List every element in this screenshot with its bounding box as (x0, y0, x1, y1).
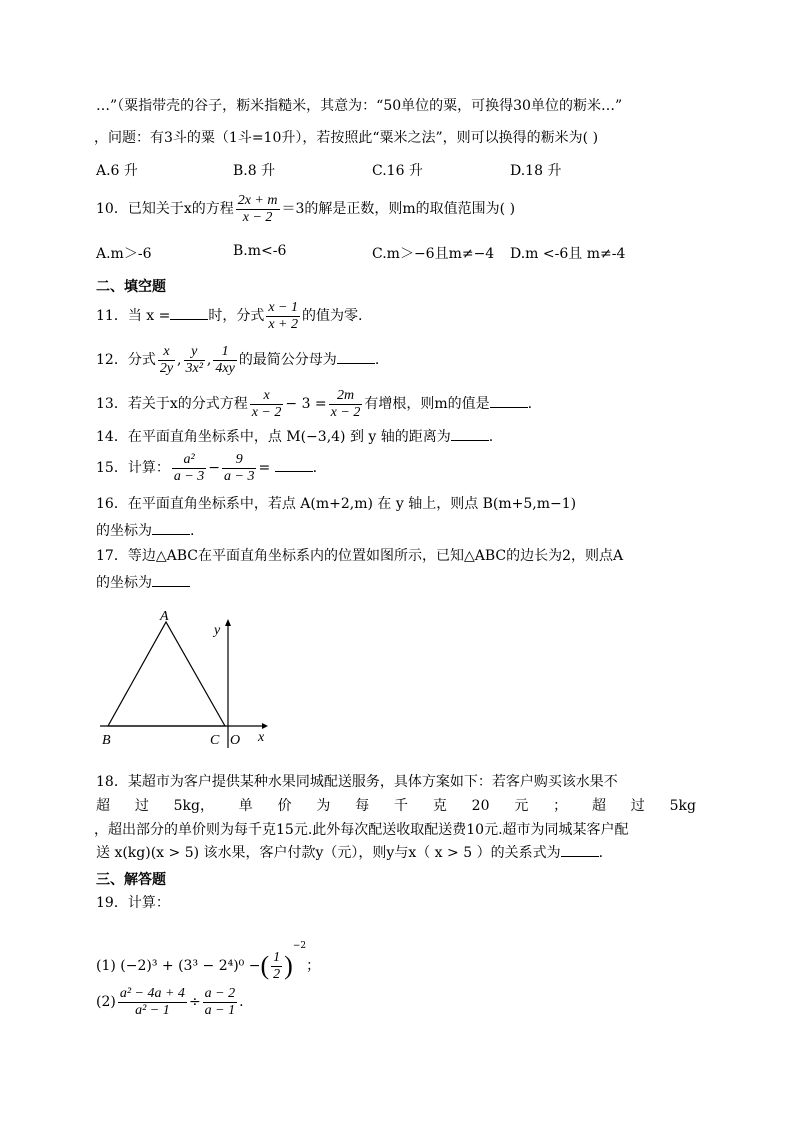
q14: 14．在平面直角坐标系中，点 M(−3,4) 到 y 轴的距离为 . (96, 426, 493, 447)
q19-p1-expr: (1) (−2)³ + (3³ − 2⁴)⁰ − (96, 958, 261, 974)
q15-f1d: a − 3 (173, 468, 205, 484)
q12-f3d: 4xy (215, 360, 235, 376)
q10-suffix: ＝3的解是正数，则m的取值范围为( ) (281, 201, 516, 217)
label-o: O (230, 733, 241, 748)
q18-line2-word: 千 (394, 798, 409, 814)
triangle-abc (108, 622, 225, 726)
q19-half-num: 1 (273, 949, 281, 965)
q15-frac1 (172, 452, 206, 485)
q9-line2: ，问题：有3斗的粟（1斗=10升），若按照此“粟米之法”，则可以换得的粝米为( ) (94, 130, 599, 146)
q18-line4-text: 送 x(kg)(x > 5) 该水果，客户付款y（元），则y与x（ x > 5 ）的关系式为 (96, 845, 561, 861)
q9-option-b: B.8 升 (233, 163, 276, 179)
q19-p2-f1d: a² − 1 (135, 1002, 170, 1018)
q18-line2-word: 元 (514, 798, 529, 814)
q12-f3n: 1 (213, 344, 236, 361)
label-x: x (258, 730, 265, 745)
q18-line2-word: 超 (96, 798, 110, 814)
q19-p2-frac1 (118, 986, 187, 1019)
q10-prefix: 10．已知关于x的方程 (96, 201, 234, 217)
label-y: y (214, 623, 221, 638)
q13-f1n: x (250, 388, 284, 405)
q13-answer-blank[interactable] (490, 393, 528, 408)
q19-p2-frac2 (203, 986, 237, 1019)
q19-p2-end: . (239, 994, 244, 1010)
q18-line2-word: 5kg (669, 798, 696, 814)
q19-half-den: 2 (273, 966, 281, 982)
q10-question (96, 190, 515, 228)
section-answer-heading: 三、解答题 (96, 872, 166, 888)
q12-f1n: x (158, 344, 175, 361)
q13-mid: − 3 = (285, 396, 327, 412)
q13-f2d: x − 2 (330, 404, 361, 420)
q18-line2-word: 超 (591, 798, 606, 814)
q14-answer-blank[interactable] (451, 426, 489, 441)
q18-line2-word: 为 (316, 798, 331, 814)
q19-p2-label: (2) (96, 994, 116, 1010)
q18-line2 (96, 796, 696, 816)
q19-left-paren: ( (260, 951, 270, 980)
q16-answer-blank[interactable] (152, 520, 190, 535)
q12-frac2 (184, 344, 205, 377)
q17-answer-blank[interactable] (152, 572, 190, 587)
q13-frac1 (250, 388, 284, 421)
q19-half-fraction (271, 950, 282, 983)
q13-frac2 (329, 388, 363, 421)
q11-mid: 时，分式 (208, 308, 265, 324)
q9-line1: …”（粟指带壳的谷子，粝米指糙米，其意为：“50单位的粟，可换得30单位的粝米…” (96, 98, 623, 114)
q15-minus: − (208, 460, 221, 476)
q13-f2n: 2m (329, 388, 363, 405)
q12-f2d: 3x² (185, 360, 203, 376)
q19-title: 19．计算： (96, 895, 170, 911)
q11-suffix: 的值为零. (302, 308, 363, 324)
q17-line1: 17．等边△ABC在平面直角坐标系内的位置如图所示，已知△ABC的边长为2，则点A (96, 548, 624, 564)
q12-suffix: 的最简公分母为 (238, 352, 337, 368)
q19-part1 (96, 924, 320, 988)
q15-frac2 (222, 452, 256, 485)
y-axis-arrow (225, 619, 231, 626)
x-axis-arrow (262, 723, 268, 729)
q18-line2-word: 单 (238, 798, 253, 814)
q10-fraction (236, 193, 280, 226)
q12-frac1 (158, 344, 175, 377)
q16-line2: 的坐标为 . (96, 520, 194, 541)
q18-line2-word: 20 (471, 798, 490, 814)
q9-option-a: A.6 升 (96, 163, 138, 179)
q18-line3: ，超出部分的单价则为每千克15元.此外每次配送收取配送费10元.超市为同城某客户配 (94, 822, 629, 838)
q15-f1n: a² (172, 452, 206, 469)
q10-option-d: D.m <-6且 m≠-4 (510, 246, 626, 262)
q13-f1d: x − 2 (251, 404, 282, 420)
q11-num: x − 1 (268, 299, 299, 315)
q15-eq: = (258, 460, 271, 476)
q15-prefix: 15．计算： (96, 460, 170, 476)
q19-part2 (96, 980, 244, 1024)
q18-line2-word: ； (553, 798, 568, 814)
q18-line2-word: 5kg， (173, 798, 214, 814)
q17-line2 (96, 572, 190, 593)
q10-frac-den: x − 2 (242, 209, 273, 225)
q18-line2-word: 每 (355, 798, 370, 814)
q16-line1: 16．在平面直角坐标系中，若点 A(m+2,m) 在 y 轴上，则点 B(m+5,m−1) (96, 496, 577, 512)
q15-f2n: 9 (222, 452, 256, 469)
q15: 15．计算： $\frac{\text{a²}}{a - 3}$ − $\frac{9}{a - 3}$ = . (96, 451, 318, 484)
q15-f2d: a − 3 (224, 468, 255, 484)
q16-line2-text: 的坐标为 (96, 523, 152, 539)
q18-line2-word: 克 (432, 798, 447, 814)
label-c: C (210, 733, 220, 748)
q12: 12．分式 $\frac{x}{2y}$ , $\frac{y}{\text{3x²}}$ , $\frac{1}{4xy}$ 的最简公分母为 . (96, 343, 380, 376)
q19-right-paren: ) (284, 951, 293, 980)
q18-line2-word: 价 (277, 798, 292, 814)
q12-f2n: y (184, 344, 205, 361)
q18-line2-word: 过 (630, 798, 645, 814)
q13: 13．若关于x的分式方程 $\frac{x}{x - 2}$ − 3 = $\frac{2m}{x - 2}$ 有增根，则m的值是 . (96, 387, 533, 420)
q10-frac-num: 2x + m (237, 192, 278, 208)
q19-p2-f2n: a − 2 (204, 985, 236, 1001)
q11-prefix: 11．当 x = (96, 308, 171, 324)
label-a: A (160, 609, 169, 624)
q10-option-a: A.m＞-6 (96, 246, 152, 262)
q10-option-b: B.m<-6 (233, 243, 287, 259)
q11-fraction (266, 300, 300, 333)
q19-p2-div: ÷ (188, 994, 201, 1010)
q11-den: x + 2 (268, 316, 299, 332)
q9-option-d: D.18 升 (510, 163, 562, 179)
q12-frac3 (213, 344, 236, 377)
section-fill-in-heading: 二、填空题 (96, 279, 166, 295)
q13-suffix: 有增根，则m的值是 (364, 396, 490, 412)
q11 (96, 298, 362, 334)
label-b: B (102, 733, 111, 748)
q19-p2-f1n: a² − 4a + 4 (119, 985, 185, 1001)
q10-option-c: C.m＞−6且m≠−4 (372, 246, 495, 262)
q19-p2-f2d: a − 1 (204, 1002, 236, 1018)
q12-answer-blank[interactable] (337, 349, 375, 364)
triangle-figure (94, 604, 294, 754)
q14-text: 14．在平面直角坐标系中，点 M(−3,4) 到 y 轴的距离为 (96, 429, 451, 445)
q11-answer-blank[interactable] (170, 305, 208, 320)
q18-line2-word: 过 (134, 798, 149, 814)
q13-prefix: 13．若关于x的分式方程 (96, 396, 248, 412)
q18-answer-blank[interactable] (561, 842, 599, 857)
q15-answer-blank[interactable] (275, 457, 313, 472)
q18-line4: 送 x(kg)(x > 5) 该水果，客户付款y（元），则y与x（ x > 5 ）的关系式为 . (96, 842, 603, 863)
q18-line1: 18．某超市为客户提供某种水果同城配送服务，具体方案如下：若客户购买该水果不 (96, 774, 618, 790)
q19-exponent: −2 (292, 941, 307, 951)
q12-prefix: 12．分式 (96, 352, 156, 368)
q12-f1d: 2y (159, 360, 174, 376)
q9-option-c: C.16 升 (372, 163, 423, 179)
q17-line2-text: 的坐标为 (96, 575, 152, 591)
q19-p1-end: ； (306, 958, 321, 974)
